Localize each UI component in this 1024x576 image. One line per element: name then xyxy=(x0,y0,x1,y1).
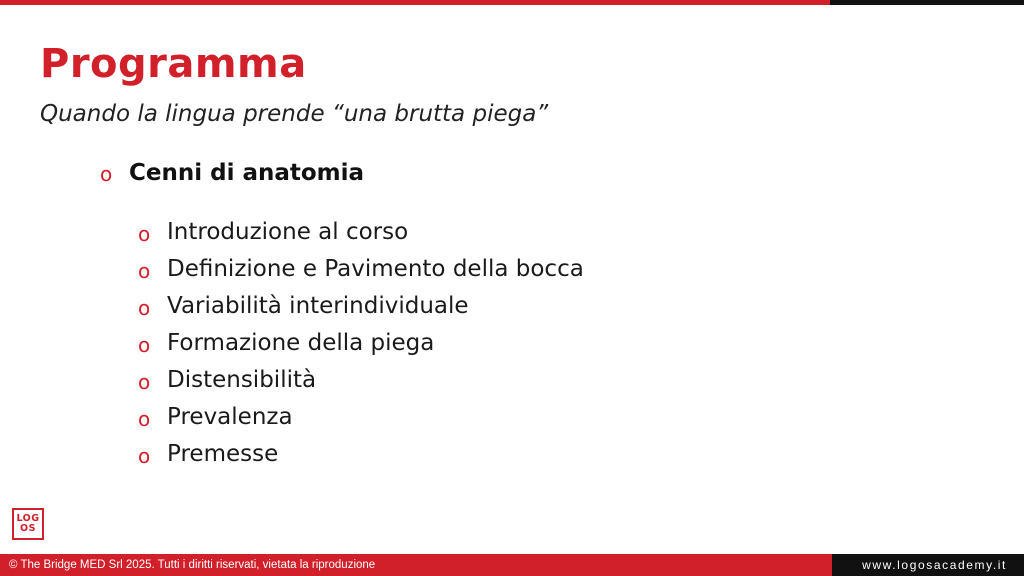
bullet-icon: o xyxy=(100,162,113,186)
slide-title: Programma xyxy=(40,41,307,87)
website-link[interactable]: www.logosacademy.it xyxy=(862,558,1007,572)
list-item xyxy=(138,361,584,398)
footer-copyright-bar xyxy=(0,554,832,576)
bullet-icon: o xyxy=(138,258,151,283)
logo-text-top: LOG xyxy=(16,513,40,524)
topic-label: Distensibilità xyxy=(167,366,317,393)
list-item xyxy=(138,287,584,324)
topic-label: Definizione e Pavimento della bocca xyxy=(167,255,584,282)
topic-label: Formazione della piega xyxy=(167,329,435,356)
topic-list xyxy=(138,213,584,472)
bullet-icon: o xyxy=(138,295,151,320)
copyright-text: © The Bridge MED Srl 2025. Tutti i diritti riservati, vietata la riproduzione xyxy=(9,559,376,571)
top-dark-bar xyxy=(830,0,1024,5)
topic-label: Introduzione al corso xyxy=(167,218,409,245)
bullet-icon: o xyxy=(138,221,151,246)
topic-label: Variabilità interindividuale xyxy=(167,292,469,319)
bullet-icon: o xyxy=(138,443,151,468)
list-item xyxy=(138,213,584,250)
footer-website-bar xyxy=(832,554,1024,576)
bullet-icon: o xyxy=(138,369,151,394)
list-item xyxy=(138,435,584,472)
list-item xyxy=(138,324,584,361)
topic-label: Premesse xyxy=(167,440,279,467)
list-item xyxy=(138,250,584,287)
bullet-icon: o xyxy=(138,406,151,431)
logos-logo-icon xyxy=(12,508,44,540)
topic-label: Prevalenza xyxy=(167,403,293,430)
logo-text-bottom: OS xyxy=(20,523,36,534)
slide-subtitle: Quando la lingua prende “una brutta piega” xyxy=(40,101,549,127)
top-accent-bar xyxy=(0,0,830,5)
list-item xyxy=(138,398,584,435)
section-heading: Cenni di anatomia xyxy=(129,160,365,186)
bullet-icon: o xyxy=(138,332,151,357)
